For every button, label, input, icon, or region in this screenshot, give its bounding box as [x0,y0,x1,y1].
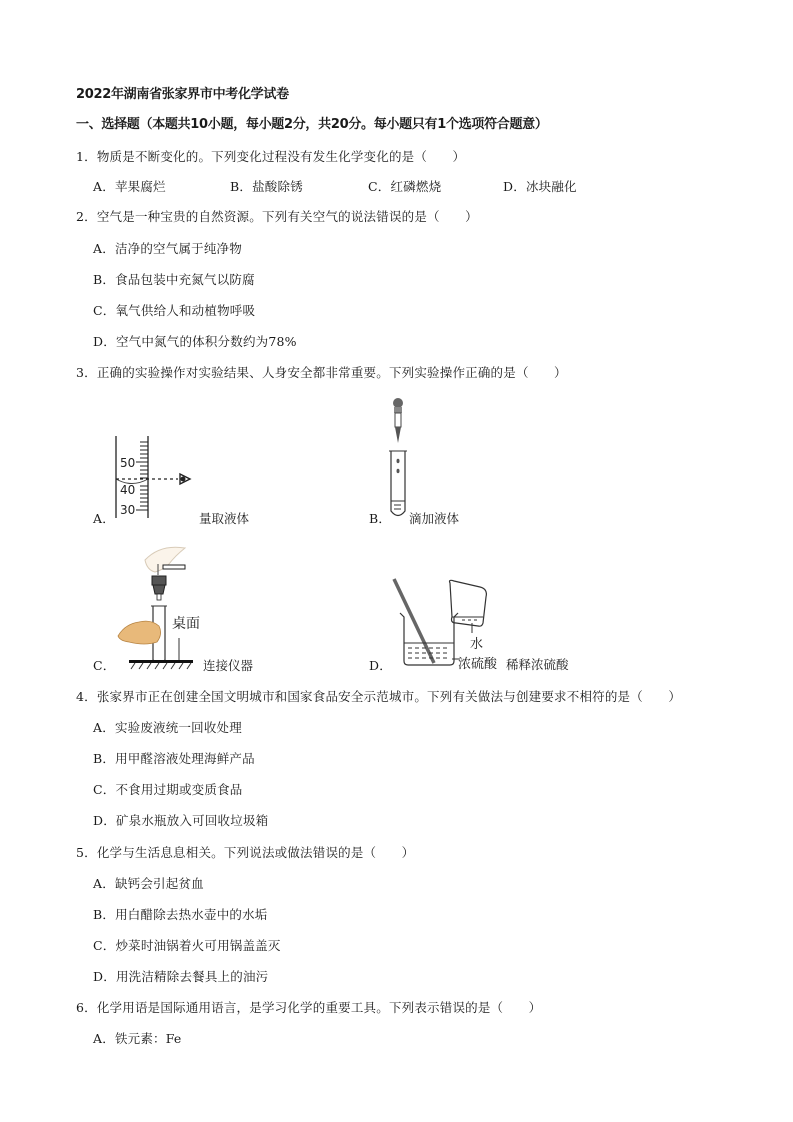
q3-option-c-label[interactable]: C． [93,658,116,673]
q1-option-b[interactable]: B．盐酸除锈 [230,179,303,194]
graduated-cylinder-figure [110,436,210,521]
q3-option-c-text: 连接仪器 [203,658,254,673]
q4-option-b[interactable]: B．用甲醛溶液处理海鲜产品 [93,751,255,766]
question-stem: 张家界市正在创建全国文明城市和国家食品安全示范城市。下列有关做法与创建要求不相符的是（ ） [96,689,682,704]
q3-option-b-text: 滴加液体 [409,511,460,526]
q1-option-a[interactable]: A．苹果腐烂 [93,179,166,194]
q5-option-b[interactable]: B．用白醋除去热水壶中的水垢 [93,907,268,922]
dropper-test-tube-figure [388,397,418,522]
svg-text:50: 50 [120,456,136,470]
q3-option-a-label[interactable]: A． [93,511,115,526]
q4-option-d[interactable]: D．矿泉水瓶放入可回收垃圾箱 [93,813,269,828]
question-6 [76,998,541,1016]
q4-option-c[interactable]: C．不食用过期或变质食品 [93,782,243,797]
q1-option-c[interactable]: C．红磷燃烧 [368,179,442,194]
water-annotation: 水 [470,637,484,652]
section-heading: 一、选择题（本题共10小题，每小题2分，共20分。每小题只有1个选项符合题意） [76,117,548,132]
document-title: 2022年湖南省张家界市中考化学试卷 [76,87,289,102]
question-4 [76,687,681,705]
q2-option-b[interactable]: B．食品包装中充氮气以防腐 [93,272,255,287]
question-stem: 化学用语是国际通用语言，是学习化学的重要工具。下列表示错误的是（ ） [96,1000,542,1015]
svg-text:40: 40 [120,483,136,497]
question-number: 1． [76,149,97,164]
q5-option-a[interactable]: A．缺钙会引起贫血 [93,876,204,891]
q3-option-d-text: 稀释浓硫酸 [506,657,569,672]
question-5 [76,843,414,861]
question-2 [76,207,478,225]
q4-option-a[interactable]: A．实验废液统一回收处理 [93,720,242,735]
question-stem: 化学与生活息息相关。下列说法或做法错误的是（ ） [96,845,415,860]
q2-option-a[interactable]: A．洁净的空气属于纯净物 [93,241,242,256]
q6-option-a[interactable]: A．铁元素：Fe [93,1031,182,1046]
question-number: 6． [76,1000,97,1015]
question-number: 5． [76,845,97,860]
question-stem: 物质是不断变化的。下列变化过程没有发生化学变化的是（ ） [96,149,466,164]
question-number: 3． [76,365,97,380]
question-stem: 正确的实验操作对实验结果、人身安全都非常重要。下列实验操作正确的是（ ） [96,365,567,380]
q1-option-d[interactable]: D．冰块融化 [503,179,577,194]
question-1 [76,147,465,165]
q2-option-d[interactable]: D．空气中氮气的体积分数约为78% [93,334,297,349]
q3-option-d-label[interactable]: D． [369,658,392,673]
question-3 [76,363,567,381]
question-number: 2． [76,209,97,224]
desk-annotation: 桌面 [172,616,200,632]
sulfuric-acid-annotation: 浓硫酸 [458,657,498,672]
q5-option-c[interactable]: C．炒菜时油锅着火可用锅盖盖灭 [93,938,281,953]
q3-option-a-text: 量取液体 [199,511,250,526]
question-number: 4． [76,689,97,704]
question-stem: 空气是一种宝贵的自然资源。下列有关空气的说法错误的是（ ） [96,209,478,224]
q5-option-d[interactable]: D．用洗洁精除去餐具上的油污 [93,969,269,984]
q2-option-c[interactable]: C．氧气供给人和动植物呼吸 [93,303,256,318]
stopper-test-tube-figure [115,542,235,672]
q3-option-b-label[interactable]: B． [369,511,392,526]
svg-text:30: 30 [120,503,136,517]
